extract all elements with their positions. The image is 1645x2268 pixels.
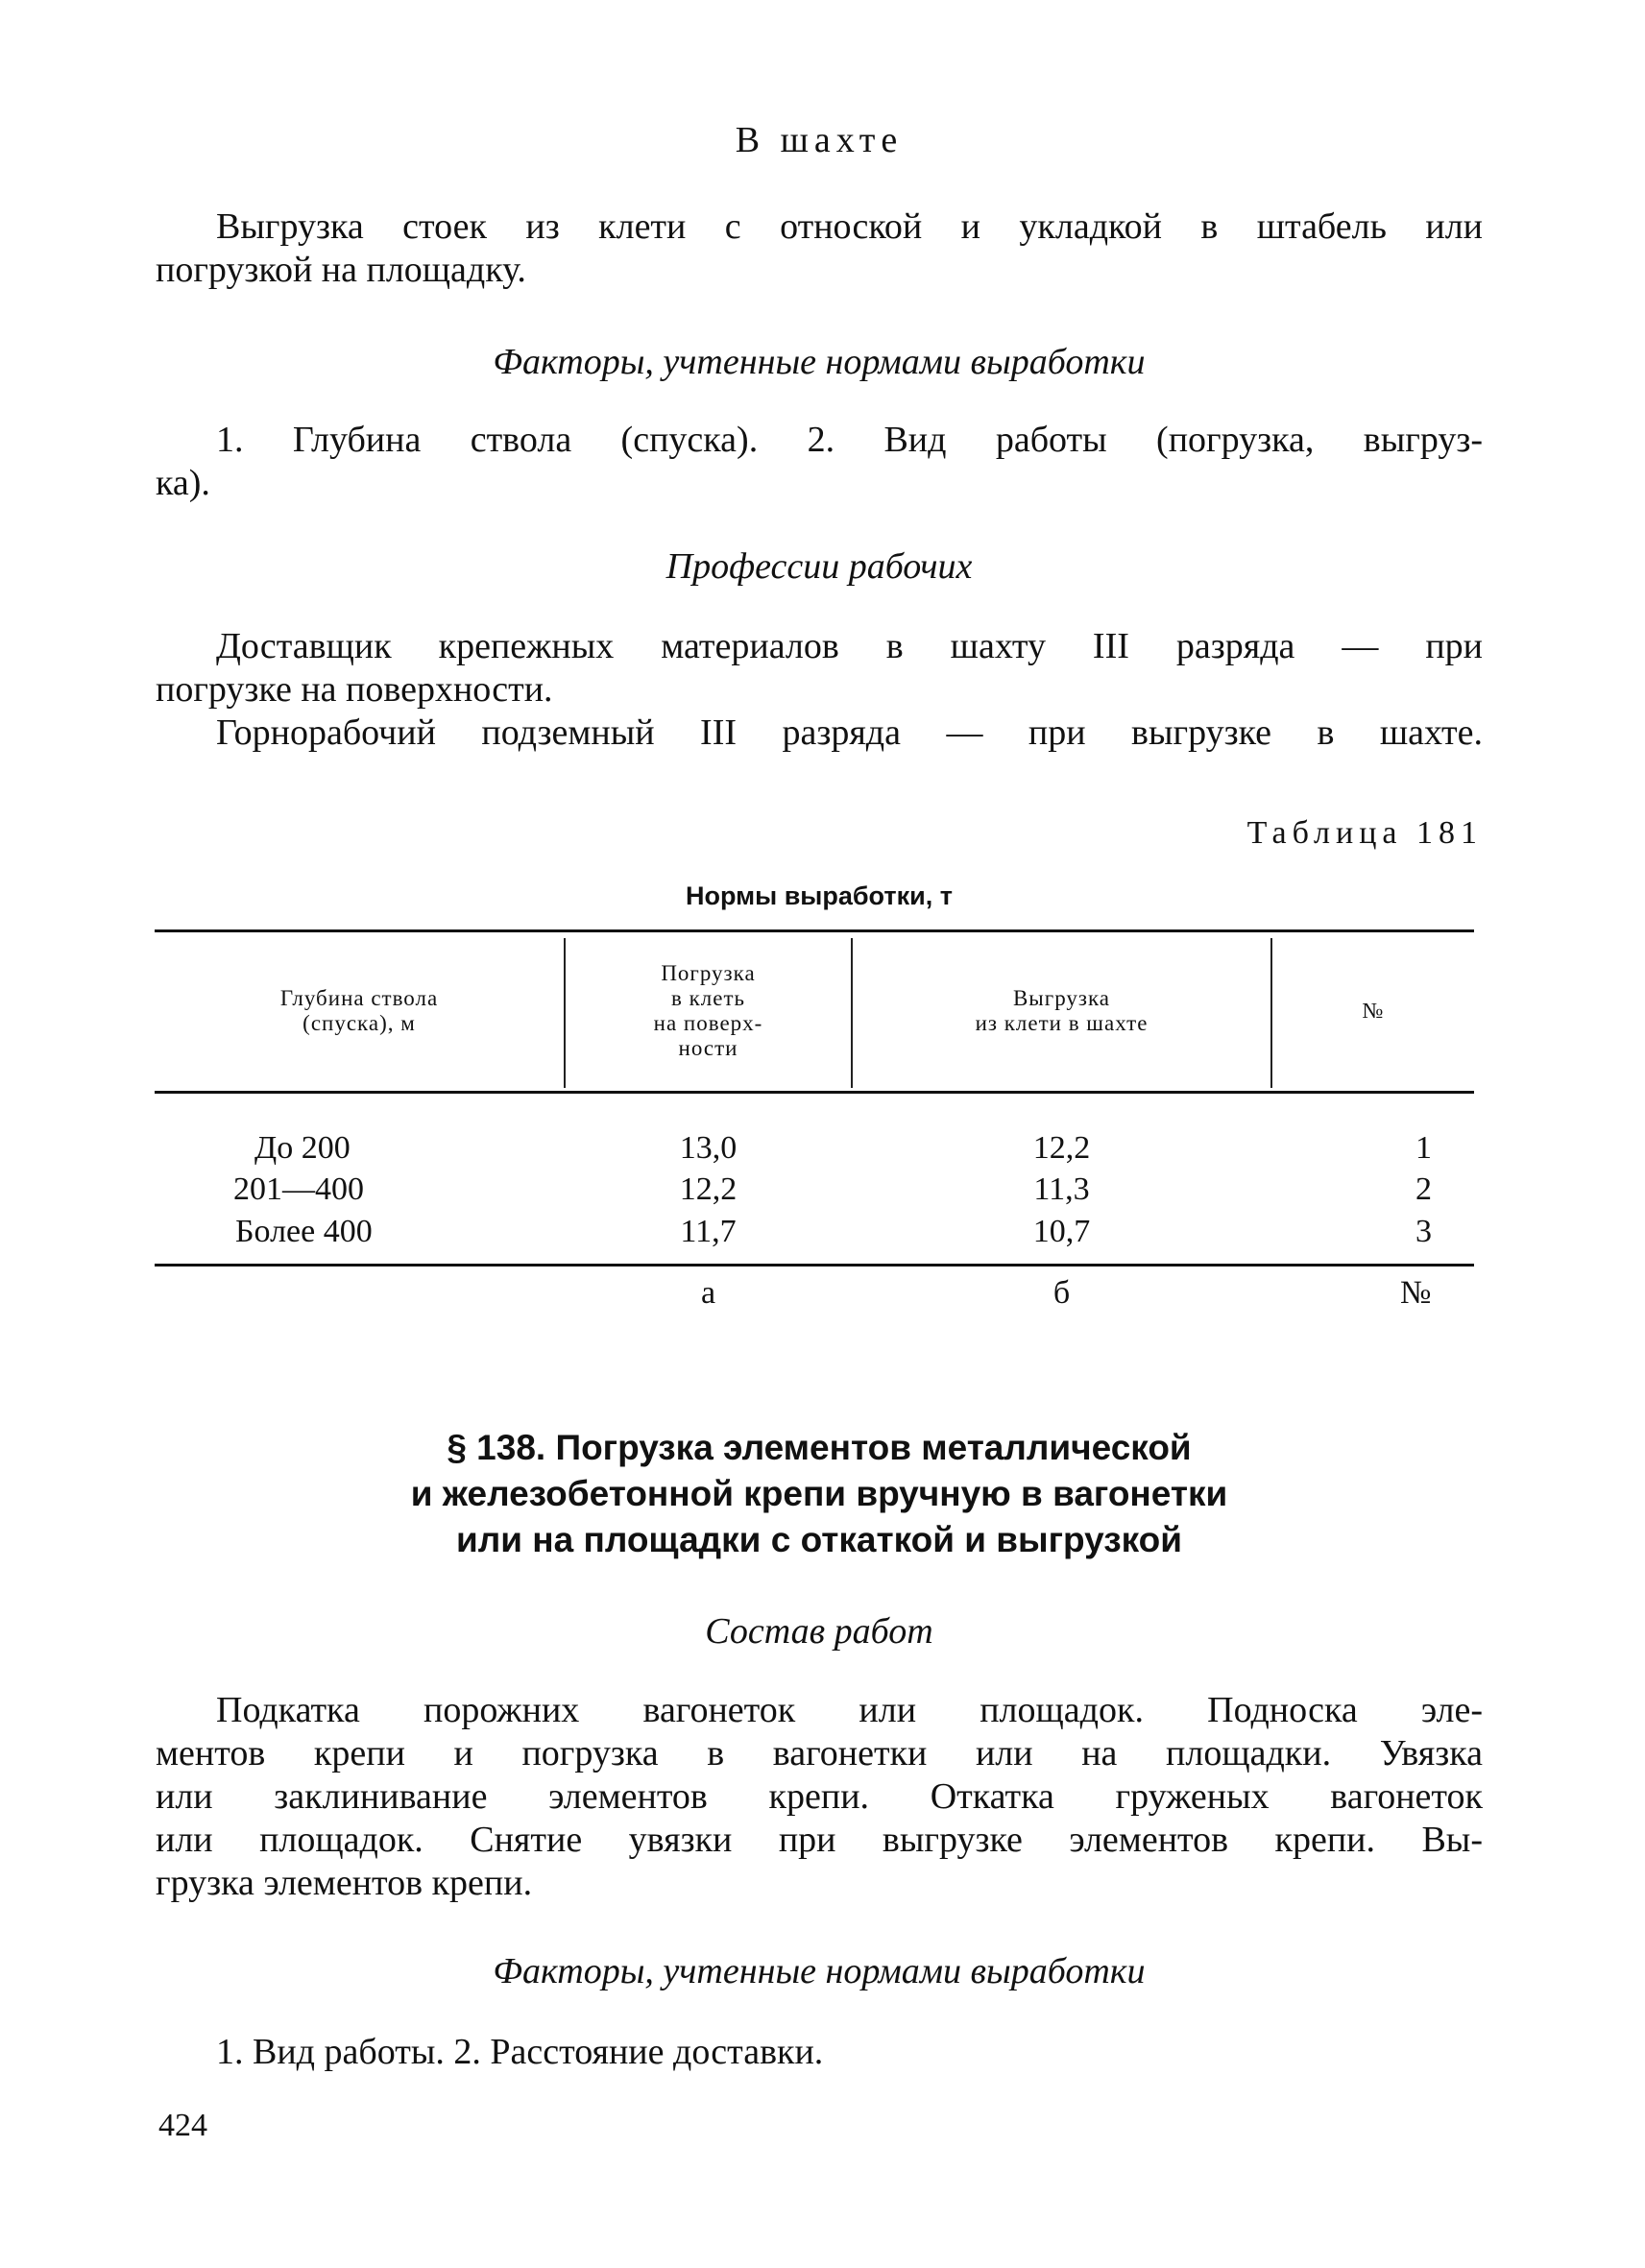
paragraph-heading: и железобетонной крепи вручную в вагонетки [410,1474,1228,1513]
table-top-rule [155,929,1474,932]
header-unloading: Выгрузка из клети в шахте [975,986,1149,1035]
paragraph-heading: § 138. Погрузка элементов металлической [447,1428,1192,1467]
work-line: Подкатка порожних вагонеток или площадок. Подноска эле- [216,1690,1483,1730]
factors-heading: Факторы, учтенные нормами выработки [493,342,1146,382]
section-title: В шахте [735,120,904,160]
table-caption: Нормы выработки, т [686,881,953,910]
page-number: 424 [158,2108,207,2143]
table-number: Таблица 181 [1246,815,1483,851]
factors-line: ка). [156,463,210,503]
header-number: № [1362,999,1385,1023]
work-line: или площадок. Снятие увязки при выгрузке элементов крепи. Вы- [156,1820,1483,1860]
intro-line: Выгрузка стоек из клети с отноской и укладкой в штабель или [216,206,1483,247]
table-bottom-rule [155,1264,1474,1267]
factors-line: 1. Вид работы. 2. Расстояние доставки. [216,2032,824,2072]
professions-line: Доставщик крепежных материалов в шахту III разряда — при [216,626,1483,666]
factors-line: 1. Глубина ствола (спуска). 2. Вид работы (погрузка, выгруз- [216,420,1483,460]
header-bottom-rule [155,1091,1474,1094]
paragraph-heading: или на площадки с откаткой и выгрузкой [455,1520,1182,1559]
intro-line: погрузкой на площадку. [156,250,526,290]
professions-heading: Профессии рабочих [665,546,973,587]
work-line: грузка элементов крепи. [156,1863,533,1903]
professions-line: погрузке на поверхности. [156,669,553,710]
professions-line: Горнорабочий подземный III разряда — при выгрузке в шахте. [216,712,1483,753]
work-heading: Состав работ [705,1611,933,1652]
work-line: или заклинивание элементов крепи. Откатка груженых вагонеток [156,1776,1483,1817]
header-depth: Глубина ствола (спуска), м [279,986,439,1035]
header-loading: Погрузка в клеть на поверх- ности [653,961,763,1060]
work-line: ментов крепи и погрузка в вагонетки или на площадки. Увязка [156,1733,1483,1773]
factors-heading: Факторы, учтенные нормами выработки [493,1951,1146,1991]
